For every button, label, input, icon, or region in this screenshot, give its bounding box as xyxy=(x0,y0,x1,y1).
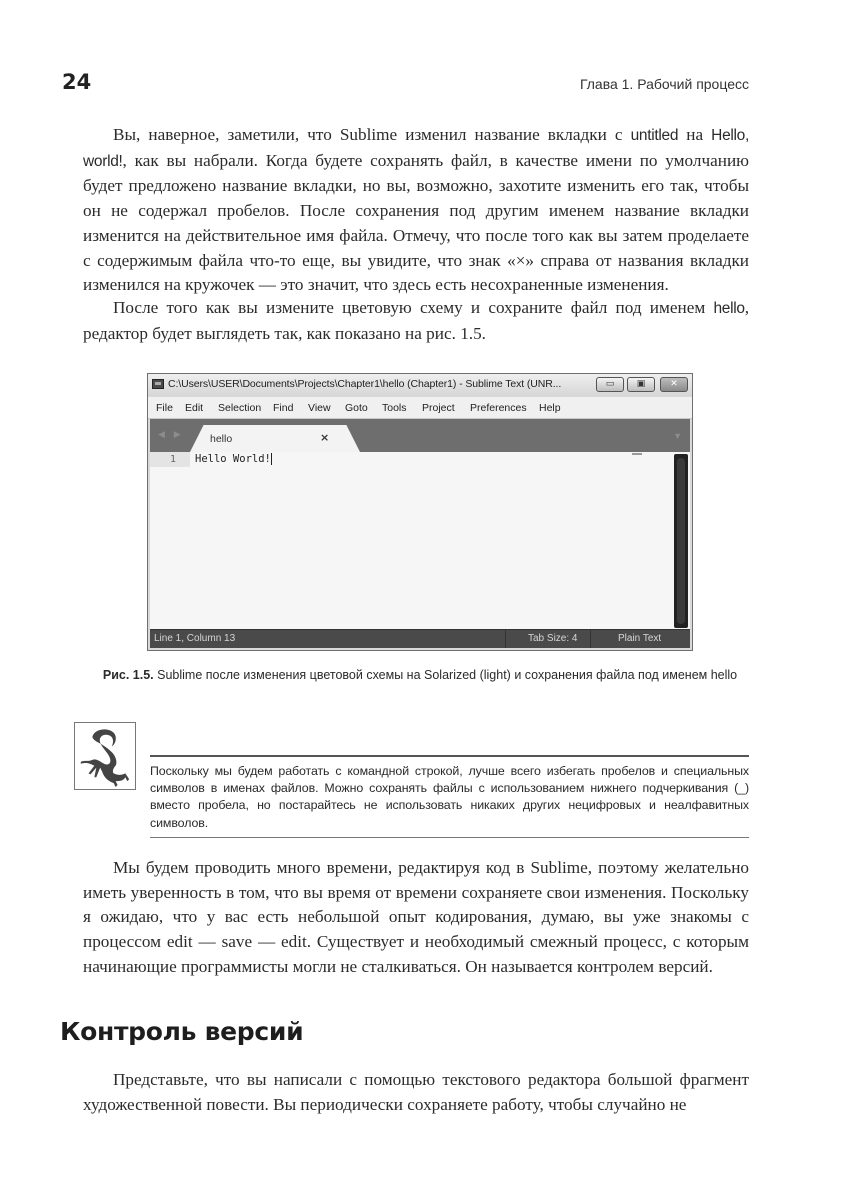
caption-text: Sublime после изменения цветовой схемы на Solarized (light) и сохранения файла под именем hello xyxy=(153,668,738,682)
tab-close-icon[interactable]: × xyxy=(320,431,330,444)
menu-edit[interactable]: Edit xyxy=(185,402,204,414)
menu-find[interactable]: Find xyxy=(273,402,294,414)
scorpion-icon xyxy=(75,723,135,789)
text-caret xyxy=(271,453,272,465)
status-bar xyxy=(150,629,690,648)
figure-caption xyxy=(100,667,740,684)
page-number: 24 xyxy=(62,70,92,94)
menu-tools[interactable]: Tools xyxy=(382,402,407,414)
status-syntax[interactable]: Plain Text xyxy=(618,633,662,644)
vertical-scrollbar[interactable] xyxy=(674,454,688,628)
tab-label[interactable]: hello xyxy=(210,433,233,445)
text: Вы, наверное, заметили, что Sublime изменил название вкладки с xyxy=(113,125,631,144)
close-window-button[interactable]: ✕ xyxy=(660,377,688,392)
note-divider-bottom xyxy=(150,837,749,838)
sublime-window-screenshot xyxy=(147,373,693,651)
scrollbar-thumb[interactable] xyxy=(677,458,685,624)
maximize-button[interactable]: ▣ xyxy=(627,377,655,392)
text: После того как вы измените цветовую схему и сохраните файл под именем xyxy=(113,298,714,317)
status-cursor-position: Line 1, Column 13 xyxy=(154,633,236,644)
menu-view[interactable]: View xyxy=(308,402,331,414)
menu-goto[interactable]: Goto xyxy=(345,402,368,414)
status-tab-size[interactable]: Tab Size: 4 xyxy=(528,633,578,644)
text: на xyxy=(678,125,712,144)
text: Представьте, что вы написали с помощью текстового редактора большой фрагмент художественной повести. Вы периодически сохраняете работу, чтобы случайно не xyxy=(83,1070,749,1114)
note-divider-top xyxy=(150,755,749,757)
text: , как вы набрали. Когда будете сохранять файл, в качестве имени по умолчанию будет предложено название вкладки, но вы, возможно, захотите изменить его так, чтобы он не содержал пробелов. После сохранения под другим именем название вкладки изменится на действительное имя файла. Отмечу, что после того как вы затем проделаете с содержимым файла что-то еще, вы увидите, что знак «×» справа от названия вкладки изменился на кружочек — это значит, что здесь есть несохраненные изменения. xyxy=(83,150,749,295)
sublime-app-icon xyxy=(152,379,164,389)
menu-file[interactable]: File xyxy=(156,402,173,414)
menu-preferences[interactable]: Preferences xyxy=(470,402,527,414)
tab-bar xyxy=(150,419,690,452)
section-heading: Контроль версий xyxy=(60,1017,304,1046)
status-divider xyxy=(505,630,506,648)
minimap[interactable] xyxy=(632,453,642,455)
paragraph xyxy=(83,296,749,346)
paragraph xyxy=(83,856,749,980)
editor-area[interactable] xyxy=(150,452,690,630)
menu-selection[interactable]: Selection xyxy=(218,402,262,414)
title-bar xyxy=(148,374,692,396)
line-number: 1 xyxy=(170,454,177,465)
inline-code: untitled xyxy=(630,127,679,144)
minimize-button[interactable]: ▭ xyxy=(596,377,624,392)
code-text: Hello World! xyxy=(195,453,271,465)
paragraph xyxy=(83,1068,749,1117)
menu-bar xyxy=(148,397,692,419)
caption-label: Рис. 1.5. xyxy=(102,668,154,682)
scorpion-warning-icon xyxy=(74,722,136,790)
inline-code: hello xyxy=(713,300,745,317)
text: , редактор будет выглядеть так, как показано на рис. 1.5. xyxy=(83,298,749,343)
status-divider xyxy=(590,630,591,648)
text: Мы будем проводить много времени, редактируя код в Sublime, поэтому желательно иметь уверенность в том, что вы время от времени сохраняете свои изменения. Поскольку я ожидаю, что у вас есть небольшой опыт кодирования, думаю, вы уже знакомы с процессом edit — save — edit. Существует и необходимый смежный процесс, с которым начинающие программисты могли не сталкиваться. Он называется контролем версий. xyxy=(83,858,749,976)
menu-project[interactable]: Project xyxy=(422,402,455,414)
window-title: C:\Users\USER\Documents\Projects\Chapter1\hello (Chapter1) - Sublime Text (UNR... xyxy=(168,378,562,390)
paragraph xyxy=(83,123,749,298)
warning-note-text: Поскольку мы будем работать с командной строкой, лучше всего избегать пробелов и специальных символов в именах файлов. Можно сохранять файлы с использованием нижнего подчеркивания (_) вместо пробела, но постарайтесь не использовать никаких других нецифровых и неалфавитных символов. xyxy=(150,764,749,830)
tab-scroll-arrows-icon[interactable]: ◀ ▶ xyxy=(158,430,184,440)
inline-code: Hello, world! xyxy=(83,127,749,170)
running-head: Глава 1. Рабочий процесс xyxy=(579,76,749,92)
code-line[interactable] xyxy=(195,453,272,465)
tab-dropdown-icon[interactable]: ▼ xyxy=(673,431,682,441)
menu-help[interactable]: Help xyxy=(539,402,561,414)
